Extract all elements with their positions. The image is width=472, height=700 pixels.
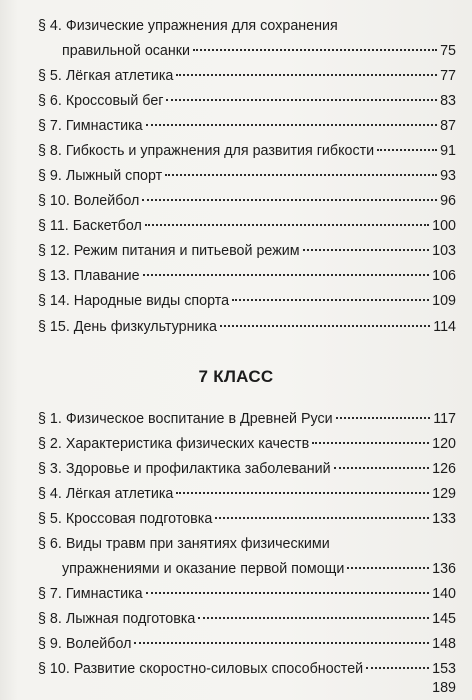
toc-entry-title: § 3. Здоровье и профилактика заболеваний — [38, 461, 331, 477]
toc-entry-s2-9 — [38, 633, 456, 655]
leader-dots — [377, 149, 437, 151]
toc-entry-s1-12 — [38, 240, 456, 262]
toc-entry-s2-7 — [38, 583, 456, 605]
leader-dots — [176, 492, 429, 494]
toc-entry-title: § 7. Гимнастика — [38, 586, 143, 602]
toc-entry-s1-10 — [38, 190, 456, 212]
leader-dots — [165, 174, 437, 176]
toc-page-number: 117 — [433, 411, 456, 427]
toc-entry-s2-3 — [38, 458, 456, 480]
leader-dots — [366, 667, 429, 669]
toc-entry-s1-14 — [38, 290, 456, 312]
leader-dots — [143, 274, 430, 276]
toc-page-number: 100 — [432, 218, 456, 234]
toc-page-number: 136 — [432, 561, 456, 577]
toc-entry-s1-4 — [62, 40, 456, 62]
toc-entry-s1-5 — [38, 65, 456, 87]
toc-page-number: 87 — [440, 118, 456, 134]
toc-page-number: 114 — [433, 319, 456, 335]
leader-dots — [215, 517, 429, 519]
toc-entry-title: § 9. Волейбол — [38, 636, 132, 652]
toc-entry-s1-6 — [38, 90, 456, 112]
leader-dots — [220, 325, 430, 327]
toc-entry-s1-11 — [38, 215, 456, 237]
toc-page-number: 103 — [432, 243, 456, 259]
toc-page-number: 96 — [440, 193, 456, 209]
toc-page-number: 93 — [440, 168, 456, 184]
toc-entry-title: § 8. Гибкость и упражнения для развития гибкости — [38, 143, 375, 159]
page-number: 189 — [432, 680, 456, 696]
toc-entry-title: § 6. Виды травм при занятиях физическими — [38, 536, 330, 552]
toc-entry-title: правильной осанки — [62, 43, 191, 59]
toc-entry-title: § 6. Кроссовый бег — [38, 93, 164, 109]
toc-entry-s1-8 — [38, 140, 456, 162]
toc-entry-title: § 10. Волейбол — [38, 193, 140, 209]
toc-entry-s2-6 — [62, 558, 456, 580]
toc-entry-title: § 14. Народные виды спорта — [38, 293, 230, 309]
toc-entry-title: § 4. Лёгкая атлетика — [38, 486, 174, 502]
leader-dots — [303, 249, 430, 251]
toc-page-number: 129 — [432, 486, 456, 502]
toc-entry-title: § 10. Развитие скоростно-силовых способностей — [38, 661, 364, 677]
toc-entry-title: § 11. Баскетбол — [38, 218, 142, 234]
toc-page-number: 77 — [440, 68, 456, 84]
toc-page-number: 145 — [432, 611, 456, 627]
toc-entry-title: § 4. Физические упражнения для сохранения — [38, 18, 338, 34]
toc-page-number: 109 — [432, 293, 456, 309]
toc-page-number: 120 — [432, 436, 456, 452]
toc-entry-title: § 15. День физкультурника — [38, 319, 217, 335]
toc-entry-s2-6-line1 — [38, 533, 330, 555]
leader-dots — [146, 124, 437, 126]
toc-page-number: 75 — [440, 43, 456, 59]
toc-entry-s2-1 — [38, 408, 456, 430]
toc-entry-s2-10 — [38, 658, 456, 680]
leader-dots — [198, 617, 429, 619]
toc-entry-title: § 5. Лёгкая атлетика — [38, 68, 174, 84]
leader-dots — [193, 49, 437, 51]
toc-page-number: 148 — [432, 636, 456, 652]
toc-entry-title: § 13. Плавание — [38, 268, 140, 284]
toc-entry-s1-15 — [38, 316, 456, 338]
toc-entry-title: упражнениями и оказание первой помощи — [62, 561, 345, 577]
toc-page-number: 106 — [432, 268, 456, 284]
toc-entry-title: § 9. Лыжный спорт — [38, 168, 163, 184]
toc-entry-s2-4 — [38, 483, 456, 505]
toc-entry-s1-4-line1 — [38, 15, 338, 37]
toc-entry-s2-2 — [38, 433, 456, 455]
toc-entry-s1-13 — [38, 265, 456, 287]
toc-entry-s2-5 — [38, 508, 456, 530]
toc-page-number: 133 — [432, 511, 456, 527]
toc-entry-s2-8 — [38, 608, 456, 630]
toc-entry-title: § 8. Лыжная подготовка — [38, 611, 196, 627]
toc-entry-title: § 5. Кроссовая подготовка — [38, 511, 213, 527]
leader-dots — [145, 224, 429, 226]
toc-page-number: 91 — [440, 143, 456, 159]
toc-entry-s1-7 — [38, 115, 456, 137]
leader-dots — [232, 299, 429, 301]
toc-entry-title: § 1. Физическое воспитание в Древней Руси — [38, 411, 333, 427]
toc-page-number: 140 — [432, 586, 456, 602]
toc-page-number: 83 — [440, 93, 456, 109]
leader-dots — [134, 642, 429, 644]
grade-heading: 7 КЛАСС — [198, 367, 274, 386]
toc-entry-s1-9 — [38, 165, 456, 187]
toc-entry-title: § 12. Режим питания и питьевой режим — [38, 243, 300, 259]
leader-dots — [336, 417, 431, 419]
leader-dots — [334, 467, 430, 469]
leader-dots — [146, 592, 430, 594]
toc-page-number: 126 — [432, 461, 456, 477]
toc-page-number: 153 — [432, 661, 456, 677]
toc-entry-title: § 2. Характеристика физических качеств — [38, 436, 310, 452]
toc-entry-title: § 7. Гимнастика — [38, 118, 143, 134]
leader-dots — [347, 567, 429, 569]
leader-dots — [312, 442, 429, 444]
leader-dots — [166, 99, 437, 101]
leader-dots — [142, 199, 437, 201]
leader-dots — [176, 74, 437, 76]
